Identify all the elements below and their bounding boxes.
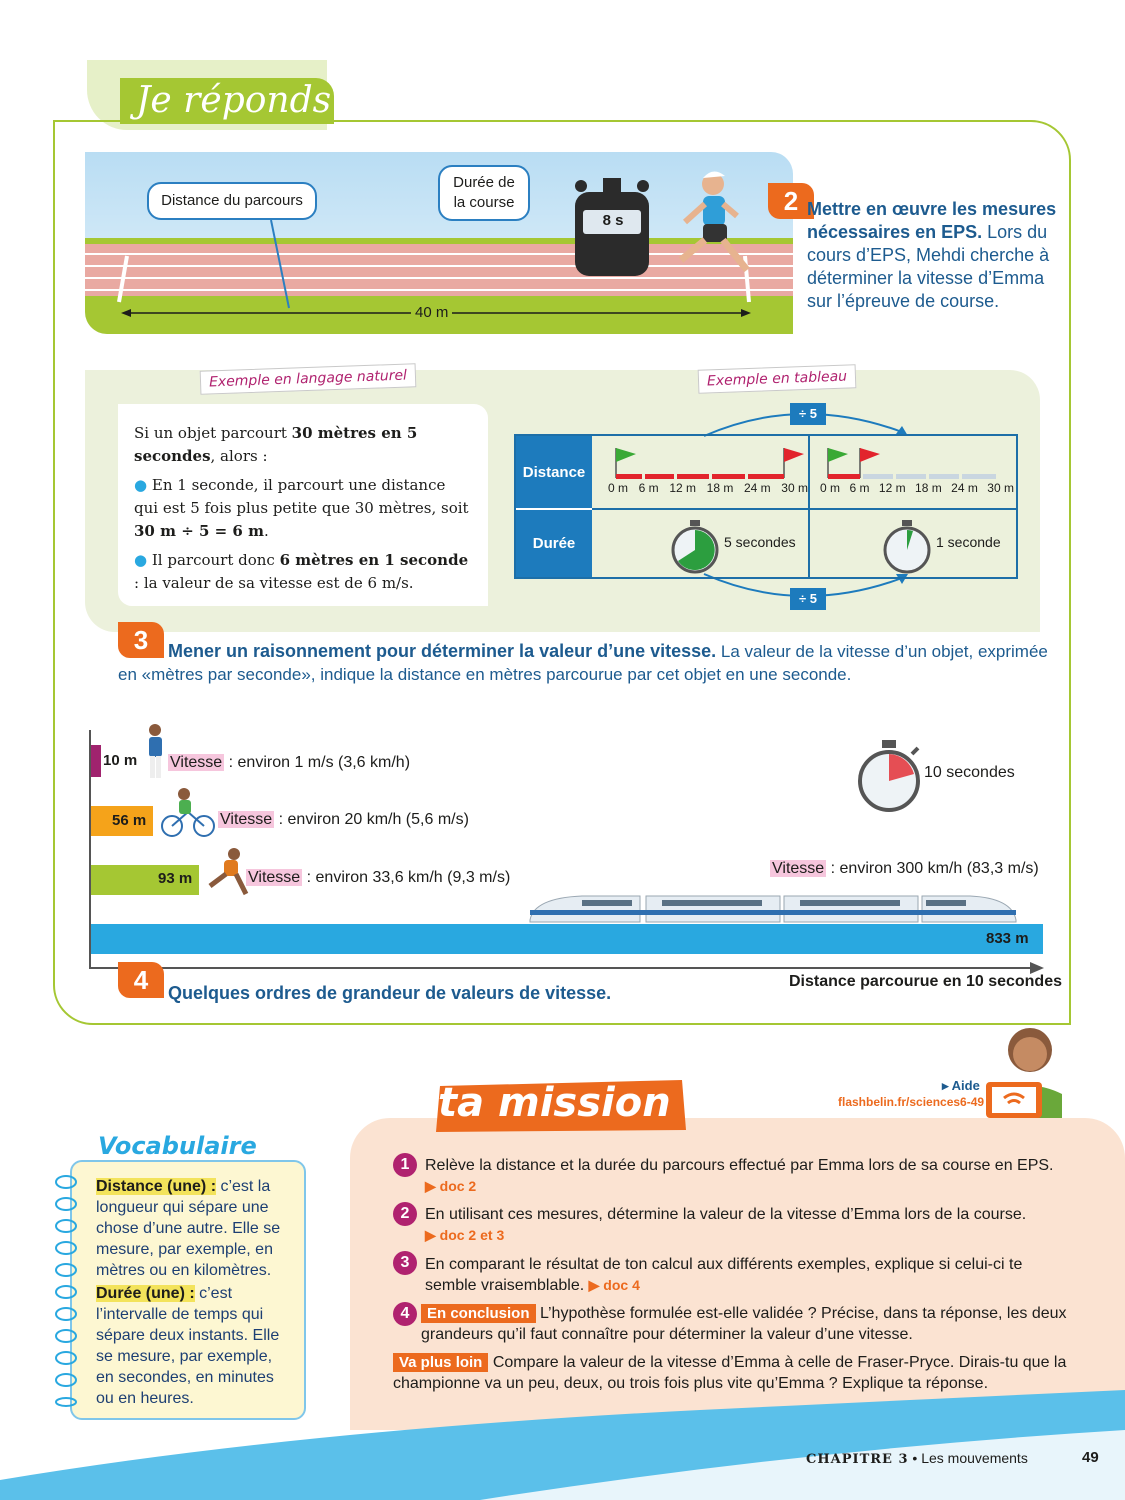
bar-walker-label: 10 m: [103, 752, 138, 769]
student-laptop-icon: [982, 1024, 1077, 1128]
duration-bubble-line2: la course: [453, 194, 515, 211]
mission-item-2-ref[interactable]: ▶ doc 2 et 3: [425, 1227, 505, 1243]
x-axis-label: Distance parcourue en 10 secondes: [789, 973, 1062, 990]
walker-icon: [141, 722, 171, 782]
doc2-number-badge: 2: [768, 183, 814, 219]
mission-item-1-text: Relève la distance et la durée du parcours effectué par Emma lors de sa course en EPS.: [425, 1157, 1054, 1174]
row-header-distance: Distance: [516, 436, 592, 508]
natural-language-example: [118, 404, 488, 606]
vocabulary-title: Vocabulaire: [98, 1132, 257, 1160]
example-line-3-b: 6 mètres en 1 seconde: [279, 551, 469, 569]
help-label: ▸ Aide: [942, 1078, 980, 1093]
example-table: [514, 434, 1018, 579]
example-line-1-a: Si un objet parcourt: [134, 424, 292, 442]
example-line-1-b: 30 mètres en 5 secondes: [134, 424, 418, 465]
divide-bottom-label: ÷ 5: [790, 588, 826, 610]
natural-language-tag: Exemple en langage naturel: [200, 363, 417, 395]
vocab-term-distance: Distance (une) :: [96, 1178, 217, 1195]
further-text: Compare la valeur de la vitesse d’Emma à celle de Fraser-Pryce. Dirais-tu que la championne va un peu, deux, ou trois fois plus vite qu’Emma ? Explique ta réponse.: [393, 1354, 1067, 1392]
cyclist-icon: [160, 786, 216, 840]
speed-train: [770, 860, 1039, 878]
speed-cyclist-value: : environ 20 km/h (5,6 m/s): [274, 811, 469, 828]
scale-right-0: 0 m: [820, 481, 841, 495]
scale-left-5: 30 m: [781, 481, 808, 495]
speed-word-4: Vitesse: [772, 860, 825, 877]
mission-conclusion: [421, 1303, 1071, 1345]
table-hline: [592, 508, 1016, 510]
vocab-entry-distance: [96, 1176, 294, 1281]
example-line-3-a: Il parcourt donc: [151, 551, 280, 569]
bar-train: [91, 924, 1043, 954]
distance-bar-right: [820, 442, 1020, 486]
footer-chapter: [806, 1450, 1028, 1467]
scale-right-2: 12 m: [878, 481, 906, 495]
stopwatch-display: 8 s: [602, 212, 624, 229]
bar-walker: [91, 745, 101, 777]
mission-num-4: 4: [393, 1302, 417, 1326]
page-number: 49: [1082, 1449, 1099, 1466]
scale-right: [820, 481, 1014, 495]
bar-cyclist-label: 56 m: [112, 812, 147, 829]
example-line-2-c: .: [263, 522, 269, 540]
example-line-1: [134, 422, 472, 468]
mission-item-3-ref[interactable]: ▶ doc 4: [588, 1277, 640, 1293]
track-length-label: 40 m: [411, 304, 452, 321]
speed-word-2: Vitesse: [220, 811, 273, 828]
mission-title: ta mission: [438, 1080, 671, 1126]
sprinter-icon: [204, 846, 252, 898]
further-tag: Va plus loin: [393, 1353, 488, 1372]
duration-bubble-line1: Durée de: [453, 174, 515, 191]
speed-word-3: Vitesse: [248, 869, 301, 886]
speed-sprinter-value: : environ 33,6 km/h (9,3 m/s): [302, 869, 511, 886]
doc2-text: Lors du cours d’EPS, Mehdi cherche à déterminer la vitesse d’Emma sur l’épreuve de course.: [807, 222, 1050, 311]
mission-item-1-ref[interactable]: ▶ doc 2: [425, 1178, 477, 1194]
duration-bubble: [438, 165, 530, 221]
mission-item-3-text: En comparant le résultat de ton calcul aux différents exemples, explique si celui-ci te semble vraisemblable.: [425, 1256, 1023, 1294]
doc3-number-badge: 3: [118, 622, 164, 658]
example-line-2: ● En 1 seconde, il parcourt une distance qui est 5 fois plus petite que 30 mètres, soit 30 m ÷ 5 = 6 m.: [134, 476, 469, 540]
bar-train-label: 833 m: [986, 930, 1029, 947]
mission-num-3: 3: [393, 1251, 417, 1275]
stopwatch-5s-icon: [666, 518, 726, 574]
stopwatch-1s-icon: [878, 518, 938, 574]
mission-num-1: 1: [393, 1153, 417, 1177]
speed-word-1: Vitesse: [170, 754, 223, 771]
scale-left-3: 18 m: [706, 481, 734, 495]
vocab-def-distance: c’est la longueur qui sépare une chose d’une autre. Elle se mesure, par exemple, en mètres ou en kilomètres.: [96, 1178, 281, 1279]
distance-bar-left: [608, 442, 808, 486]
chart-x-axis: [89, 967, 1039, 969]
distance-bubble: Distance du parcours: [147, 182, 317, 220]
vocab-def-duree: c’est l’intervalle de temps qui sépare deux instants. Elle se mesure, par exemple, en secondes, en minutes ou en heures.: [96, 1285, 280, 1407]
duration-right-label: 1 seconde: [936, 534, 1001, 550]
example-line-2-b: 30 m ÷ 5 = 6 m: [134, 522, 264, 540]
vocabulary-box: [70, 1160, 306, 1420]
row-header-duree: Durée: [516, 508, 592, 577]
scale-left-4: 24 m: [743, 481, 771, 495]
speed-sprinter: [246, 869, 510, 887]
mission-item-2-text: En utilisant ces mesures, détermine la valeur de la vitesse d’Emma lors de la course.: [425, 1206, 1027, 1223]
mission-item-2: [425, 1204, 1095, 1246]
speed-train-value: : environ 300 km/h (83,3 m/s): [826, 860, 1039, 877]
mission-item-1: [425, 1155, 1095, 1197]
mission-further: [393, 1352, 1083, 1394]
doc2-caption: [807, 198, 1057, 313]
doc3-title: Mener un raisonnement pour déterminer la valeur d’une vitesse.: [168, 641, 717, 661]
table-example-tag: Exemple en tableau: [698, 364, 857, 394]
scale-right-4: 24 m: [951, 481, 978, 495]
spiral-binding-icon: [52, 1172, 82, 1412]
doc3-text: La valeur de la vitesse d’un objet, exprimée en «mètres par seconde», indique la distance en mètres parcourue par cet objet en une seconde.: [118, 642, 1048, 684]
doc4-title: Quelques ordres de grandeur de valeurs de vitesse.: [168, 983, 612, 1003]
footer-chapter-title: Les mouvements: [921, 1450, 1028, 1466]
scale-right-1: 6 m: [849, 481, 870, 495]
footer-chapter-number: CHAPITRE 3: [806, 1452, 909, 1467]
page-title: Je réponds: [136, 80, 332, 121]
bar-sprinter-label: 93 m: [158, 870, 193, 887]
mission-item-3: [425, 1254, 1075, 1296]
doc3-caption: [118, 640, 1058, 686]
example-line-1-c: , alors :: [210, 447, 268, 465]
scale-left-0: 0 m: [608, 481, 629, 495]
speed-walker: [168, 754, 410, 772]
speed-walker-value: : environ 1 m/s (3,6 km/h): [224, 754, 411, 771]
table-vline: [808, 436, 810, 577]
scale-left-1: 6 m: [638, 481, 659, 495]
speed-cyclist: [218, 811, 469, 829]
doc2-title: Mettre en œuvre les mesures nécessaires en EPS.: [807, 199, 1057, 242]
timer-10s-icon: [854, 738, 924, 814]
scale-right-3: 18 m: [915, 481, 942, 495]
doc4-number-badge: 4: [118, 962, 164, 998]
example-line-2-a: En 1 seconde, il parcourt une distance qui est 5 fois plus petite que 30 mètres, soit: [134, 476, 469, 517]
help-link[interactable]: flashbelin.fr/sciences6-49: [838, 1095, 985, 1109]
timer-10s-label: 10 secondes: [924, 764, 1015, 781]
conclusion-text: L’hypothèse formulée est-elle validée ? Précise, dans ta réponse, les deux grandeurs qu’il faut connaître pour déterminer la valeur d’une vitesse.: [421, 1305, 1067, 1343]
example-line-3: ● Il parcourt donc 6 mètres en 1 seconde : la valeur de sa vitesse est de 6 m/s.: [134, 551, 469, 592]
divide-top-label: ÷ 5: [790, 403, 826, 425]
mission-num-2: 2: [393, 1202, 417, 1226]
footer-wave: [0, 1390, 1125, 1500]
duration-left-label: 5 secondes: [724, 534, 796, 550]
scale-left: [608, 481, 808, 495]
scale-right-5: 30 m: [987, 481, 1014, 495]
example-line-3-c: : la valeur de sa vitesse est de 6 m/s.: [134, 574, 414, 592]
vocab-term-duree: Durée (une) :: [96, 1285, 195, 1302]
conclusion-tag: En conclusion: [421, 1304, 536, 1323]
scale-left-2: 12 m: [669, 481, 696, 495]
footer-sep: •: [908, 1450, 922, 1466]
train-icon: [522, 890, 1022, 926]
